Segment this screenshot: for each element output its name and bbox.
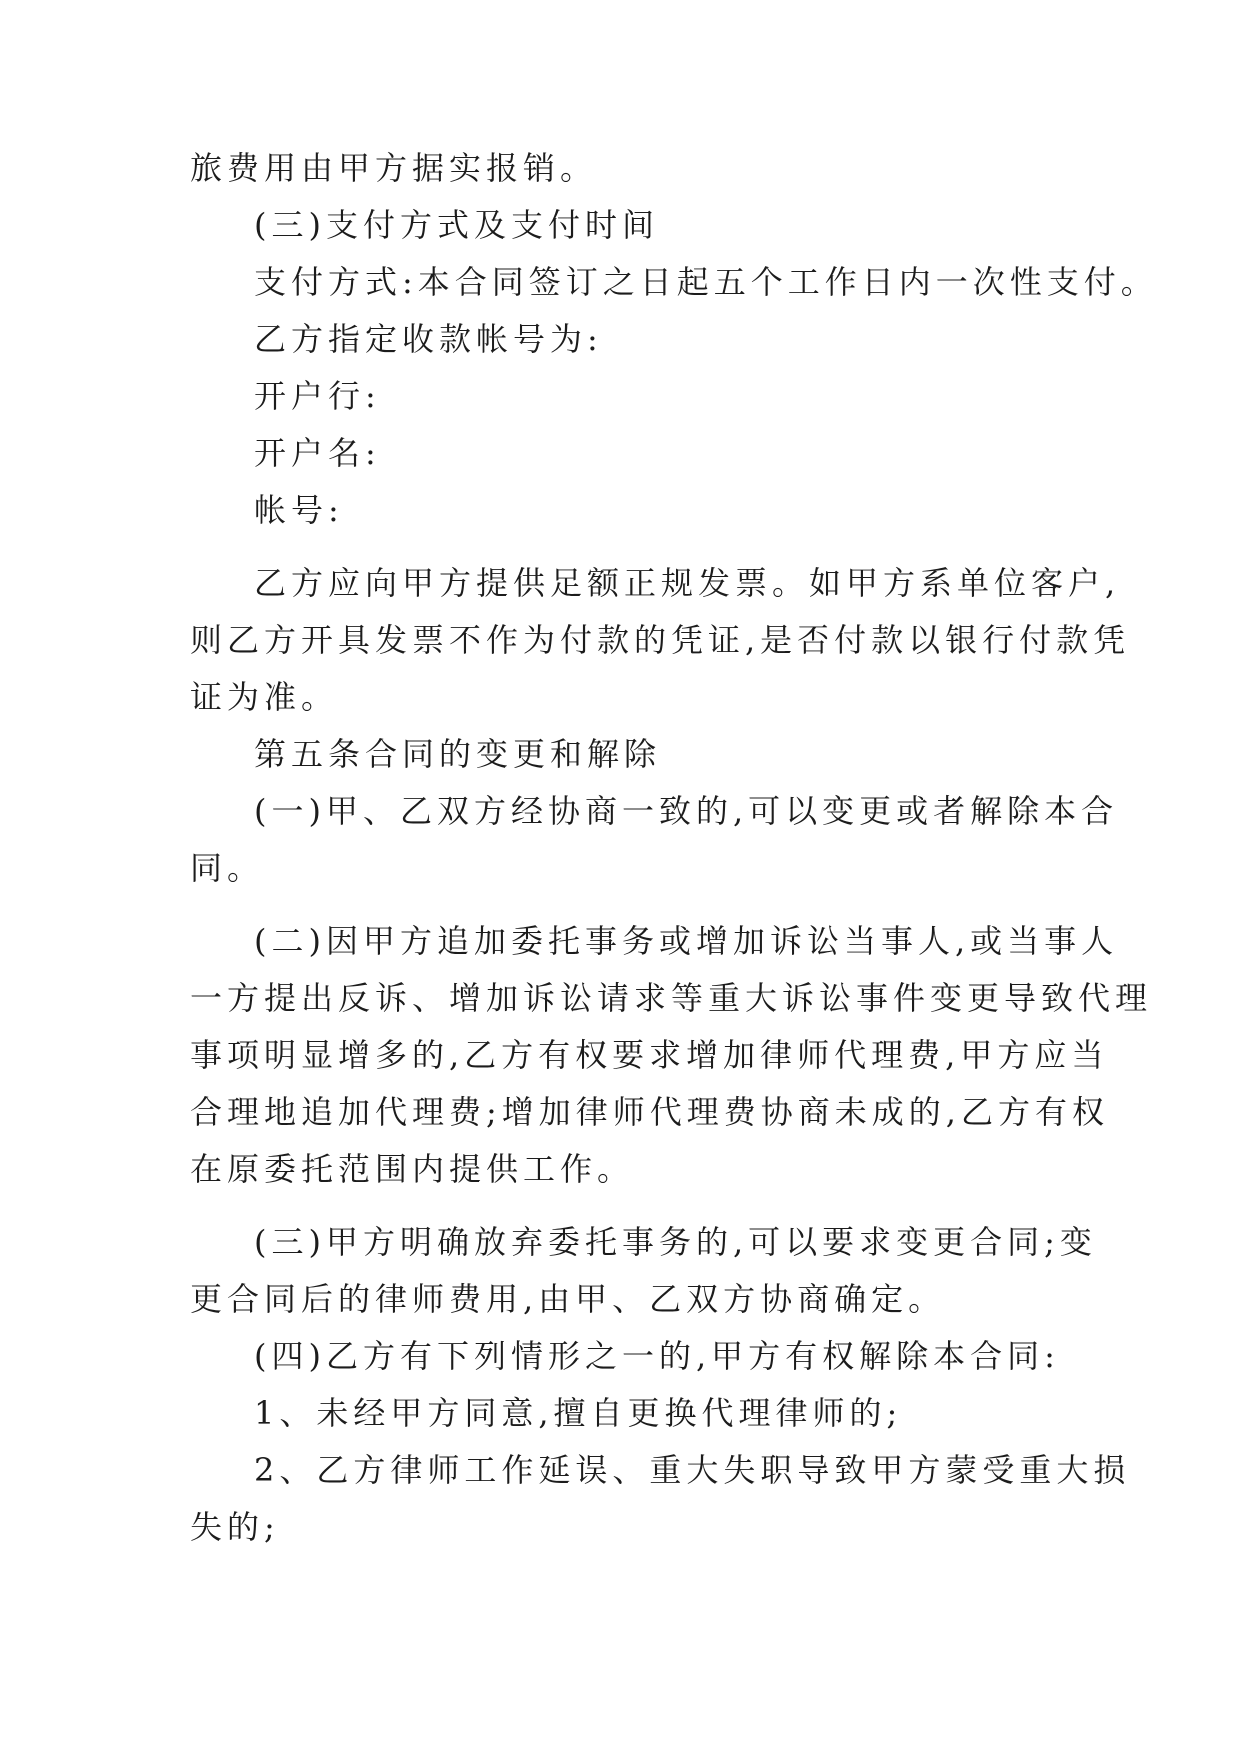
text-line-9: 则乙方开具发票不作为付款的凭证,是否付款以银行付款凭 — [190, 621, 1131, 659]
text-line-10: 证为准。 — [190, 678, 339, 716]
text-line-20: 更合同后的律师费用,由甲、乙双方协商确定。 — [190, 1280, 946, 1318]
text-line-15: 一方提出反诉、增加诉讼请求等重大诉讼事件变更导致代理 — [190, 979, 1153, 1017]
text-line-19: (三)甲方明确放弃委托事务的,可以要求变更合同;变 — [254, 1223, 1097, 1261]
text-line-5: 开户行: — [254, 377, 381, 415]
text-line-23: 2、乙方律师工作延误、重大失职导致甲方蒙受重大损 — [254, 1451, 1131, 1489]
text-line-13: 同。 — [190, 849, 265, 887]
text-line-17: 合理地追加代理费;增加律师代理费协商未成的,乙方有权 — [190, 1093, 1109, 1131]
text-line-24: 失的; — [190, 1508, 280, 1546]
text-line-8: 乙方应向甲方提供足额正规发票。如甲方系单位客户, — [254, 564, 1121, 602]
text-line-6: 开户名: — [254, 434, 381, 472]
text-line-7: 帐号: — [254, 491, 344, 529]
text-line-3: 支付方式:本合同签订之日起五个工作日内一次性支付。 — [254, 263, 1158, 301]
text-line-18: 在原委托范围内提供工作。 — [190, 1150, 635, 1188]
text-line-4: 乙方指定收款帐号为: — [254, 320, 603, 358]
text-line-11: 第五条合同的变更和解除 — [254, 735, 662, 773]
text-line-21: (四)乙方有下列情形之一的,甲方有权解除本合同: — [254, 1337, 1060, 1375]
text-line-2: (三)支付方式及支付时间 — [254, 206, 659, 244]
text-line-12: (一)甲、乙双方经协商一致的,可以变更或者解除本合 — [254, 792, 1119, 830]
text-line-14: (二)因甲方追加委托事务或增加诉讼当事人,或当事人 — [254, 922, 1119, 960]
text-line-16: 事项明显增多的,乙方有权要求增加律师代理费,甲方应当 — [190, 1036, 1109, 1074]
text-line-1: 旅费用由甲方据实报销。 — [190, 149, 598, 187]
text-line-22: 1、未经甲方同意,擅自更换代理律师的; — [254, 1394, 903, 1432]
